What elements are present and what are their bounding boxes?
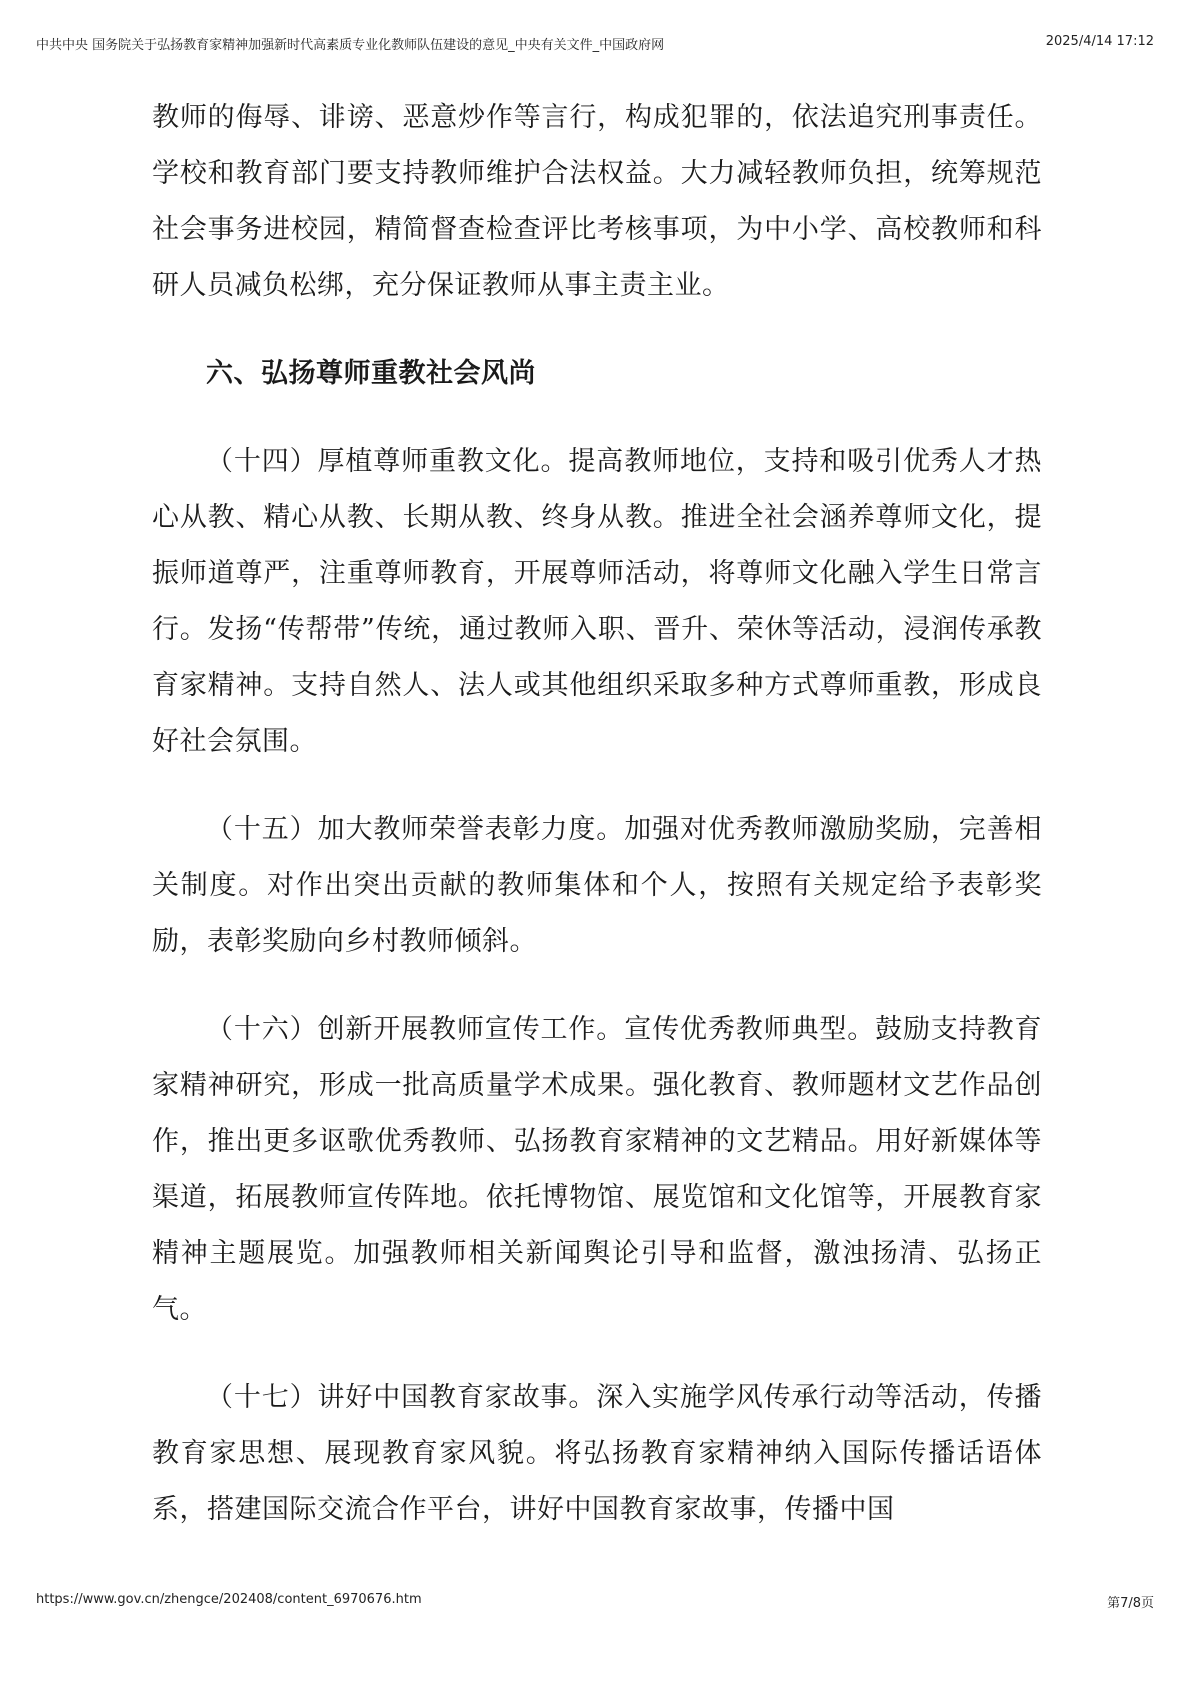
print-footer (36, 1592, 1154, 1612)
paragraph-continuation: 教师的侮辱、诽谤、恶意炒作等言行，构成犯罪的，依法追究刑事责任。学校和教育部门要支持教师维护合法权益。大力减轻教师负担，统筹规范社会事务进校园，精简督查检查评比考核事项，为中小学、高校教师和科研人员减负松绑，充分保证教师从事主责主业。 (152, 102, 1042, 301)
paragraph-15: （十五）加大教师荣誉表彰力度。加强对优秀教师激励奖励，完善相关制度。对作出突出贡献的教师集体和个人，按照有关规定给予表彰奖励，表彰奖励向乡村教师倾斜。 (152, 814, 1042, 957)
paragraph-16: （十六）创新开展教师宣传工作。宣传优秀教师典型。鼓励支持教育家精神研究，形成一批高质量学术成果。强化教育、教师题材文艺作品创作，推出更多讴歌优秀教师、弘扬教育家精神的文艺精品。用好新媒体等渠道，拓展教师宣传阵地。依托博物馆、展览馆和文化馆等，开展教育家精神主题展览。加强教师相关新闻舆论引导和监督，激浊扬清、弘扬正气。 (152, 1014, 1042, 1325)
document-title: 中共中央 国务院关于弘扬教育家精神加强新时代高素质专业化教师队伍建设的意见_中央有关文件_中国政府网 (36, 38, 665, 53)
print-datetime: 2025/4/14 17:12 (1045, 34, 1154, 49)
document-body (152, 90, 1042, 1570)
section-heading: 六、弘扬尊师重教社会风尚 (206, 358, 536, 389)
print-header (36, 34, 1154, 54)
page-number: 第7/8页 (1107, 1596, 1154, 1611)
page-url: https://www.gov.cn/zhengce/202408/content_6970676.htm (36, 1592, 422, 1607)
paragraph-14: （十四）厚植尊师重教文化。提高教师地位，支持和吸引优秀人才热心从教、精心从教、长期从教、终身从教。推进全社会涵养尊师文化，提振师道尊严，注重尊师教育，开展尊师活动，将尊师文化融入学生日常言行。发扬“传帮带”传统，通过教师入职、晋升、荣休等活动，浸润传承教育家精神。支持自然人、法人或其他组织采取多种方式尊师重教，形成良好社会氛围。 (152, 446, 1042, 757)
paragraph-17: （十七）讲好中国教育家故事。深入实施学风传承行动等活动，传播教育家思想、展现教育家风貌。将弘扬教育家精神纳入国际传播话语体系，搭建国际交流合作平台，讲好中国教育家故事，传播中国 (152, 1382, 1042, 1525)
